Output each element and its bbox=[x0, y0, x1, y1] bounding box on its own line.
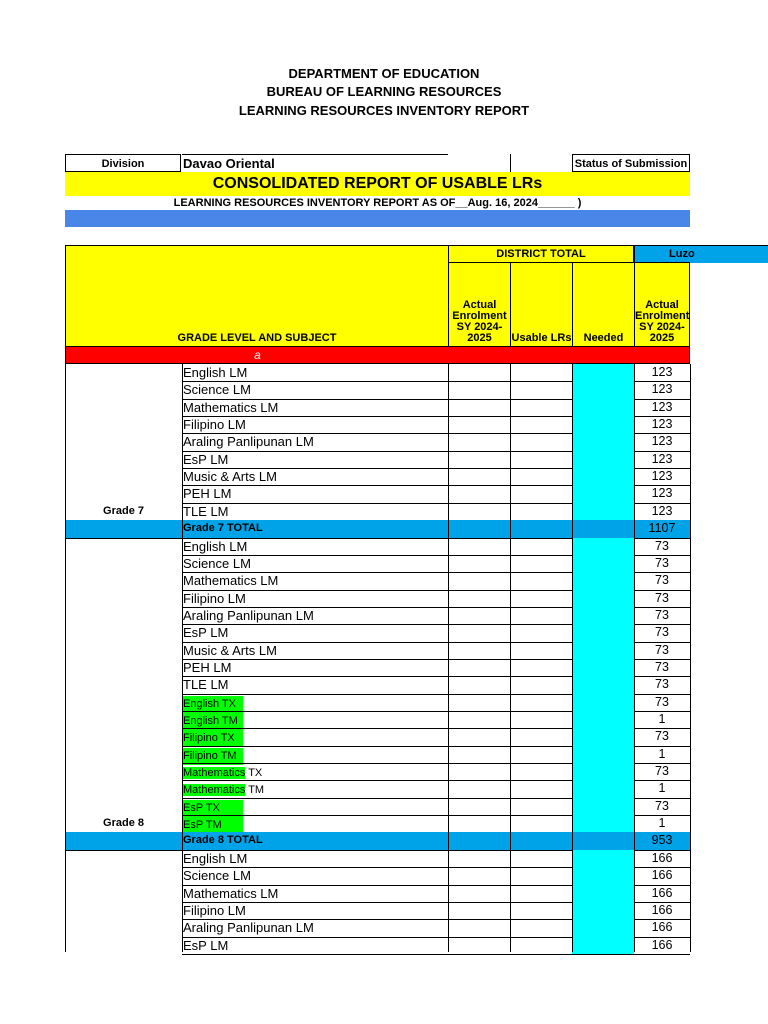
subject-label: Mathematics LM bbox=[183, 886, 279, 901]
usable-lrs-label: Usable LRs bbox=[511, 332, 572, 344]
highlight: EsP TX bbox=[183, 800, 243, 817]
enrolment-value: 73 bbox=[655, 799, 669, 813]
needed-cell bbox=[572, 381, 634, 399]
grade-total-value: 1107 bbox=[648, 521, 676, 535]
department-title: DEPARTMENT OF EDUCATION bbox=[288, 66, 480, 81]
district-total-header: DISTRICT TOTAL bbox=[448, 245, 634, 263]
needed-cell bbox=[572, 850, 634, 867]
enrolment-value: 1 bbox=[658, 781, 666, 795]
enrolment-value: 1 bbox=[658, 747, 666, 761]
subject-label bbox=[183, 711, 243, 728]
column-line bbox=[690, 364, 691, 952]
luzon-enrolment-label: Actual Enrolment SY 2024-2025 bbox=[635, 299, 690, 344]
highlight: Filipino TM bbox=[183, 748, 243, 765]
subject-label bbox=[183, 728, 243, 746]
row-line bbox=[182, 954, 690, 955]
column-line bbox=[572, 364, 573, 952]
enrolment-value: 166 bbox=[651, 851, 673, 865]
needed-cell bbox=[572, 902, 634, 919]
enrolment-value: 166 bbox=[651, 868, 673, 882]
enrolment-value: 73 bbox=[655, 695, 669, 709]
highlight: English TM bbox=[183, 713, 243, 730]
division-value: Davao Oriental bbox=[182, 154, 448, 172]
needed-cell bbox=[572, 815, 634, 832]
subject-label: Araling Panlipunan LM bbox=[183, 434, 314, 449]
needed-cell bbox=[572, 728, 634, 746]
needed-cell bbox=[572, 798, 634, 815]
subject-label: Araling Panlipunan LM bbox=[183, 608, 314, 623]
column-line bbox=[448, 364, 449, 952]
needed-cell bbox=[572, 555, 634, 572]
needed-cell bbox=[572, 572, 634, 590]
subject-label: Filipino LM bbox=[183, 591, 246, 606]
red-row bbox=[65, 346, 690, 364]
usable-lrs-header bbox=[510, 262, 573, 347]
needed-cell bbox=[572, 433, 634, 451]
enrolment-value: 123 bbox=[651, 486, 673, 500]
subject-label: English LM bbox=[183, 365, 248, 380]
subject-label bbox=[183, 798, 243, 815]
subject-label: Filipino LM bbox=[183, 417, 246, 432]
highlight: English TX bbox=[183, 696, 243, 713]
enrolment-value: 73 bbox=[655, 660, 669, 674]
division-row bbox=[65, 154, 690, 172]
actual-enrolment-label: Actual Enrolment SY 2024-2025 bbox=[452, 299, 507, 344]
subject-label: Mathematics LM bbox=[183, 573, 279, 588]
enrolment-value: 123 bbox=[651, 400, 673, 414]
subject-label: Araling Panlipunan LM bbox=[183, 920, 314, 935]
enrolment-value: 73 bbox=[655, 556, 669, 570]
bureau-title: BUREAU OF LEARNING RESOURCES bbox=[266, 84, 502, 99]
enrolment-value: 123 bbox=[651, 504, 673, 518]
needed-cell bbox=[572, 399, 634, 416]
grade-total-row bbox=[65, 520, 690, 538]
column-line bbox=[182, 364, 183, 952]
column-line bbox=[65, 364, 66, 952]
report-title: LEARNING RESOURCES INVENTORY REPORT bbox=[238, 103, 530, 118]
needed-cell bbox=[572, 780, 634, 798]
subject-label bbox=[183, 746, 243, 763]
as-of-line: LEARNING RESOURCES INVENTORY REPORT AS OF__Aug. 16, 2024______ ) bbox=[173, 197, 582, 209]
needed-cell bbox=[572, 451, 634, 468]
enrolment-value: 73 bbox=[655, 591, 669, 605]
grade-total-row bbox=[65, 832, 690, 850]
column-line bbox=[634, 364, 635, 952]
subject-label: PEH LM bbox=[183, 660, 232, 675]
enrolment-value: 166 bbox=[651, 938, 673, 952]
needed-cell bbox=[572, 607, 634, 624]
enrolment-value: 166 bbox=[651, 920, 673, 934]
grade-total-value: 953 bbox=[651, 833, 673, 847]
needed-cell bbox=[572, 659, 634, 676]
enrolment-value: 73 bbox=[655, 625, 669, 639]
needed-cell bbox=[572, 694, 634, 711]
grade-label: Grade 7 bbox=[103, 505, 144, 517]
grade-level-subject-label: GRADE LEVEL AND SUBJECT bbox=[177, 332, 337, 344]
subject-label: Music & Arts LM bbox=[183, 643, 277, 658]
enrolment-value: 73 bbox=[655, 573, 669, 587]
needed-cell bbox=[572, 746, 634, 763]
needed-cell bbox=[572, 763, 634, 780]
subject-label bbox=[183, 815, 243, 832]
highlight: Mathematics bbox=[183, 767, 246, 779]
needed-cell bbox=[572, 364, 634, 381]
grade-label: Grade 8 bbox=[103, 817, 144, 829]
enrolment-value: 123 bbox=[651, 382, 673, 396]
enrolment-value: 73 bbox=[655, 539, 669, 553]
subject-label: Science LM bbox=[183, 868, 251, 883]
luzon-header: Luzo bbox=[634, 245, 768, 263]
subject-label: Music & Arts LM bbox=[183, 469, 277, 484]
enrolment-value: 123 bbox=[651, 469, 673, 483]
subject-label: English LM bbox=[183, 539, 248, 554]
needed-cell bbox=[572, 642, 634, 659]
enrolment-value: 73 bbox=[655, 764, 669, 778]
subject-label: English LM bbox=[183, 851, 248, 866]
needed-cell bbox=[572, 885, 634, 902]
grade-subject-header bbox=[65, 245, 449, 347]
subject-label: Mathematics TX bbox=[183, 767, 263, 779]
needed-cell bbox=[572, 485, 634, 503]
needed-cell bbox=[572, 624, 634, 642]
actual-enrolment-header bbox=[448, 262, 511, 347]
grade-total-label: Grade 8 TOTAL bbox=[183, 834, 263, 846]
grade-total-label: Grade 7 TOTAL bbox=[183, 522, 263, 534]
needed-cell bbox=[572, 503, 634, 520]
blue-band bbox=[65, 210, 690, 227]
subject-label: Science LM bbox=[183, 382, 251, 397]
highlight: Mathematics bbox=[183, 784, 246, 796]
enrolment-value: 73 bbox=[655, 608, 669, 622]
needed-cell bbox=[572, 416, 634, 433]
subject-label: Mathematics TM bbox=[183, 784, 265, 796]
enrolment-value: 1 bbox=[658, 816, 666, 830]
subject-label: TLE LM bbox=[183, 504, 229, 519]
status-of-submission: Status of Submission bbox=[572, 154, 690, 172]
subject-label bbox=[183, 694, 243, 711]
subject-label: TLE LM bbox=[183, 677, 229, 692]
enrolment-value: 123 bbox=[651, 365, 673, 379]
subject-label: Mathematics LM bbox=[183, 400, 279, 415]
needed-cell bbox=[572, 867, 634, 885]
enrolment-value: 166 bbox=[651, 903, 673, 917]
enrolment-value: 1 bbox=[658, 712, 666, 726]
highlight: Filipino TX bbox=[183, 730, 243, 747]
subject-label: Science LM bbox=[183, 556, 251, 571]
luzon-enrolment-header bbox=[634, 262, 690, 347]
needed-cell bbox=[572, 937, 634, 954]
subject-label: Filipino LM bbox=[183, 903, 246, 918]
needed-cell bbox=[572, 711, 634, 728]
red-row-label: a bbox=[254, 348, 261, 362]
enrolment-value: 123 bbox=[651, 434, 673, 448]
needed-label: Needed bbox=[583, 332, 624, 344]
enrolment-value: 166 bbox=[651, 886, 673, 900]
needed-cell bbox=[572, 676, 634, 694]
subject-label: EsP LM bbox=[183, 625, 229, 640]
subject-label: EsP LM bbox=[183, 938, 229, 953]
enrolment-value: 73 bbox=[655, 677, 669, 691]
consolidated-title: CONSOLIDATED REPORT OF USABLE LRs bbox=[65, 172, 690, 196]
division-divider bbox=[510, 154, 511, 172]
enrolment-value: 123 bbox=[651, 452, 673, 466]
enrolment-value: 73 bbox=[655, 729, 669, 743]
needed-header bbox=[572, 262, 635, 347]
needed-cell bbox=[572, 538, 634, 555]
needed-cell bbox=[572, 919, 634, 937]
enrolment-value: 73 bbox=[655, 643, 669, 657]
needed-cell bbox=[572, 590, 634, 607]
column-line bbox=[510, 364, 511, 952]
highlight: EsP TM bbox=[183, 817, 243, 834]
subject-label: EsP LM bbox=[183, 452, 229, 467]
needed-cell bbox=[572, 468, 634, 485]
subject-label: PEH LM bbox=[183, 486, 232, 501]
enrolment-value: 123 bbox=[651, 417, 673, 431]
division-label: Division bbox=[65, 154, 181, 172]
